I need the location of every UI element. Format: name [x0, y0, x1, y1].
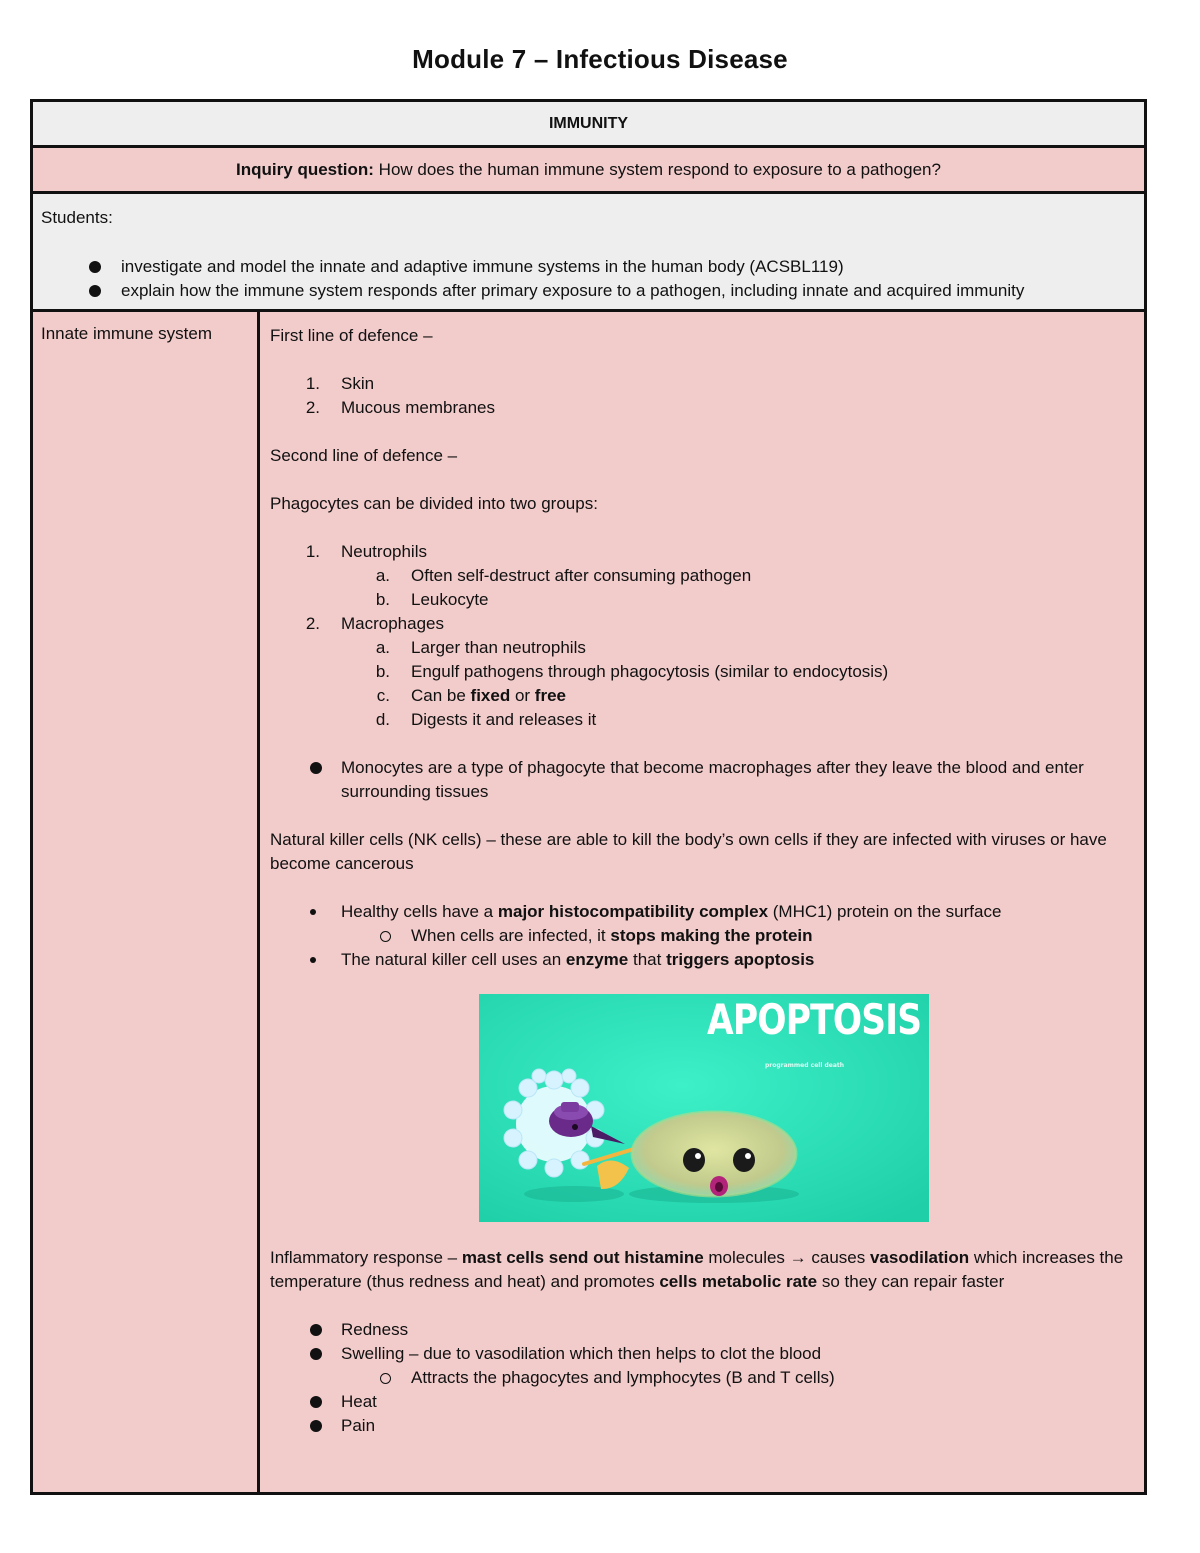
list-item: a. Often self-destruct after consuming pathogen	[375, 566, 752, 585]
list-item: Swelling – due to vasodilation which then helps to clot the blood	[270, 1342, 1134, 1366]
document-title: Module 7 – Infectious Disease	[412, 44, 788, 74]
list-item: b. Engulf pathogens through phagocytosis (similar to endocytosis)	[375, 662, 889, 681]
inquiry-label: Inquiry question:	[236, 159, 374, 179]
hollow-bullet-icon	[380, 931, 391, 942]
list-item: b. Leukocyte	[375, 590, 489, 609]
list-item: 1. Skin	[305, 374, 375, 393]
apoptosis-title: APOPTOSIS	[706, 995, 921, 1044]
hollow-bullet-icon	[380, 1373, 391, 1384]
list-item: a. Larger than neutrophils	[375, 638, 586, 657]
target-cell-icon	[632, 1112, 796, 1196]
bullet-icon	[310, 1396, 322, 1408]
list-item: Redness	[270, 1318, 1134, 1342]
list-item: c. Can be fixed or free	[376, 686, 566, 705]
list-item: 1. Neutrophils	[305, 542, 427, 561]
first-line-heading: First line of defence –	[270, 326, 433, 345]
phagocytes-intro: Phagocytes can be divided into two groups:	[270, 494, 598, 513]
list-item: Heat	[270, 1390, 1134, 1414]
bullet-icon	[310, 1420, 322, 1432]
list-item: Healthy cells have a major histocompatibility complex (MHC1) protein on the surface	[270, 900, 1134, 924]
apoptosis-illustration	[479, 994, 929, 1222]
innate-immune-label: Innate immune system	[41, 324, 213, 343]
list-item: 2. Macrophages	[305, 614, 445, 633]
table-header-label: IMMUNITY	[548, 114, 629, 132]
innate-immune-row	[33, 312, 1144, 1492]
bullet-icon	[310, 1348, 322, 1360]
list-item: investigate and model the innate and adaptive immune systems in the human body (ACSBL119)	[41, 255, 1136, 279]
students-label: Students:	[41, 208, 113, 227]
bullet-icon	[89, 285, 101, 297]
bullet-icon	[310, 1324, 322, 1336]
list-item: Attracts the phagocytes and lymphocytes (B and T cells)	[270, 1366, 1134, 1390]
apoptosis-subtitle: programmed cell death	[765, 1062, 845, 1069]
list-item: The natural killer cell uses an enzyme that triggers apoptosis	[270, 948, 1134, 972]
inquiry-question	[236, 160, 941, 180]
table-header-row	[33, 102, 1144, 148]
bullet-icon	[89, 261, 101, 273]
bullet-icon	[310, 762, 322, 774]
bullet-icon	[310, 957, 316, 963]
list-item: 2. Mucous membranes	[305, 398, 496, 417]
inquiry-row	[33, 148, 1144, 194]
innate-immune-label-cell	[33, 312, 260, 1492]
list-item: explain how the immune system responds after primary exposure to a pathogen, including innate and acquired immunity	[41, 279, 1136, 303]
inflammatory-response: Inflammatory response – mast cells send out histamine molecules → causes vasodilation which increases the temperature (thus redness and heat) and promotes cells metabolic rate so they can repair faster	[270, 1248, 1124, 1291]
second-line-heading: Second line of defence –	[270, 446, 458, 465]
immunity-table	[30, 99, 1147, 1495]
bullet-icon	[310, 909, 316, 915]
students-outcomes-list	[41, 255, 1136, 303]
list-item: When cells are infected, it stops making the protein	[270, 924, 1134, 948]
innate-immune-content-cell	[260, 312, 1144, 1492]
list-item: Monocytes are a type of phagocyte that become macrophages after they leave the blood and enter surrounding tissues	[270, 756, 1134, 804]
inquiry-text: How does the human immune system respond to exposure to a pathogen?	[373, 159, 941, 179]
students-row	[33, 194, 1144, 312]
list-item: d. Digests it and releases it	[375, 710, 597, 729]
nk-cells-intro: Natural killer cells (NK cells) – these are able to kill the body’s own cells if they are infected with viruses or have become cancerous	[270, 830, 1107, 873]
list-item: Pain	[270, 1414, 1134, 1438]
